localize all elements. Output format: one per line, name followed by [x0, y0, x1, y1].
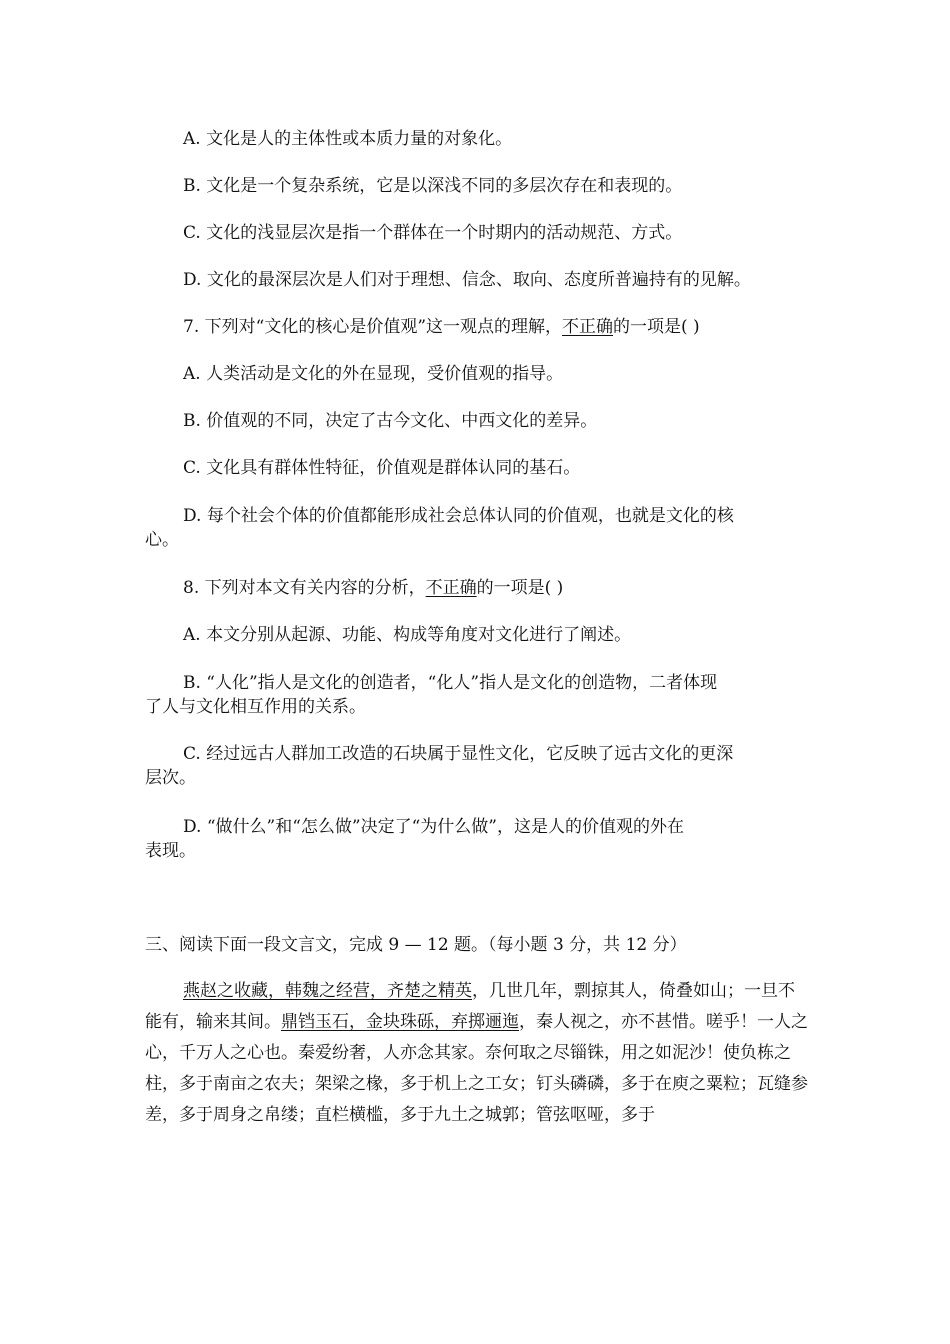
passage-underline-2: 鼎铛玉石，金块珠砾，弃掷逦迤: [281, 1012, 519, 1032]
q7-option-d-line1: D. 每个社会个体的价值都能形成社会总体认同的价值观，也就是文化的核: [183, 506, 734, 526]
q7-stem-text: 7. 下列对“文化的核心是价值观”这一观点的理解，: [183, 317, 563, 337]
q7-option-a: A. 人类活动是文化的外在显现，受价值观的指导。: [183, 364, 564, 384]
q8-stem: [183, 576, 810, 600]
q8-option-c-line2: 层次。: [145, 768, 196, 788]
q7-stem-emphasis: 不正确: [562, 317, 614, 337]
q6-option-a: A. 文化是人的主体性或本质力量的对象化。: [183, 129, 513, 149]
q8-option-b-line1: B. “人化”指人是文化的创造者，“化人”指人是文化的创造物，二者体现: [183, 673, 718, 693]
q7-option-b: B. 价值观的不同，决定了古今文化、中西文化的差异。: [183, 411, 598, 431]
q7-stem: [183, 315, 810, 339]
q6-option-b: B. 文化是一个复杂系统，它是以深浅不同的多层次存在和表现的。: [183, 176, 683, 196]
q8-option-d-line2: 表现。: [145, 841, 196, 861]
q7-option-d-line2: 心。: [145, 530, 179, 550]
q6-option-d: D. 文化的最深层次是人们对于理想、信念、取向、态度所普遍持有的见解。: [183, 270, 751, 290]
q8-option-b-line2: 了人与文化相互作用的关系。: [145, 697, 366, 717]
passage-text-1: ，几世几年，剽掠其人，倚叠如山；一旦不能有，输来其间。: [145, 981, 795, 1032]
q6-option-c: C. 文化的浅显层次是指一个群体在一个时期内的活动规范、方式。: [183, 223, 683, 243]
q8-option-d-line1: D. “做什么”和“怎么做”决定了“为什么做”，这是人的价值观的外在: [183, 817, 684, 837]
q7-stem-tail: 的一项是( ): [613, 317, 700, 337]
q8-stem-text: 8. 下列对本文有关内容的分析，: [183, 578, 426, 598]
q8-option-a: A. 本文分别从起源、功能、构成等角度对文化进行了阐述。: [183, 625, 632, 645]
passage-text-2: ，秦人视之，亦不甚惜。嗟乎！一人之心，千万人之心也。秦爱纷奢，人亦念其家。奈何取之尽锱铢，用之如泥沙！使负栋之柱，多于南亩之农夫；架梁之椽，多于机上之工女；钉头磷磷，多于在庾之粟粒；瓦缝参差，多于周身之帛缕；直栏横槛，多于九土之城郭；管弦呕哑，多于: [145, 1012, 808, 1125]
q7-option-c: C. 文化具有群体性特征，价值观是群体认同的基石。: [183, 458, 581, 478]
classical-passage: [145, 976, 810, 1131]
q8-stem-tail: 的一项是( ): [476, 578, 564, 598]
section3-heading: 三、阅读下面一段文言文，完成 9 — 12 题。（每小题 3 分，共 12 分）: [145, 935, 687, 955]
q8-stem-emphasis: 不正确: [425, 578, 477, 598]
passage-underline-1: 燕赵之收藏，韩魏之经营，齐楚之精英: [183, 981, 472, 1001]
q8-option-c-line1: C. 经过远古人群加工改造的石块属于显性文化，它反映了远古文化的更深: [183, 744, 734, 764]
